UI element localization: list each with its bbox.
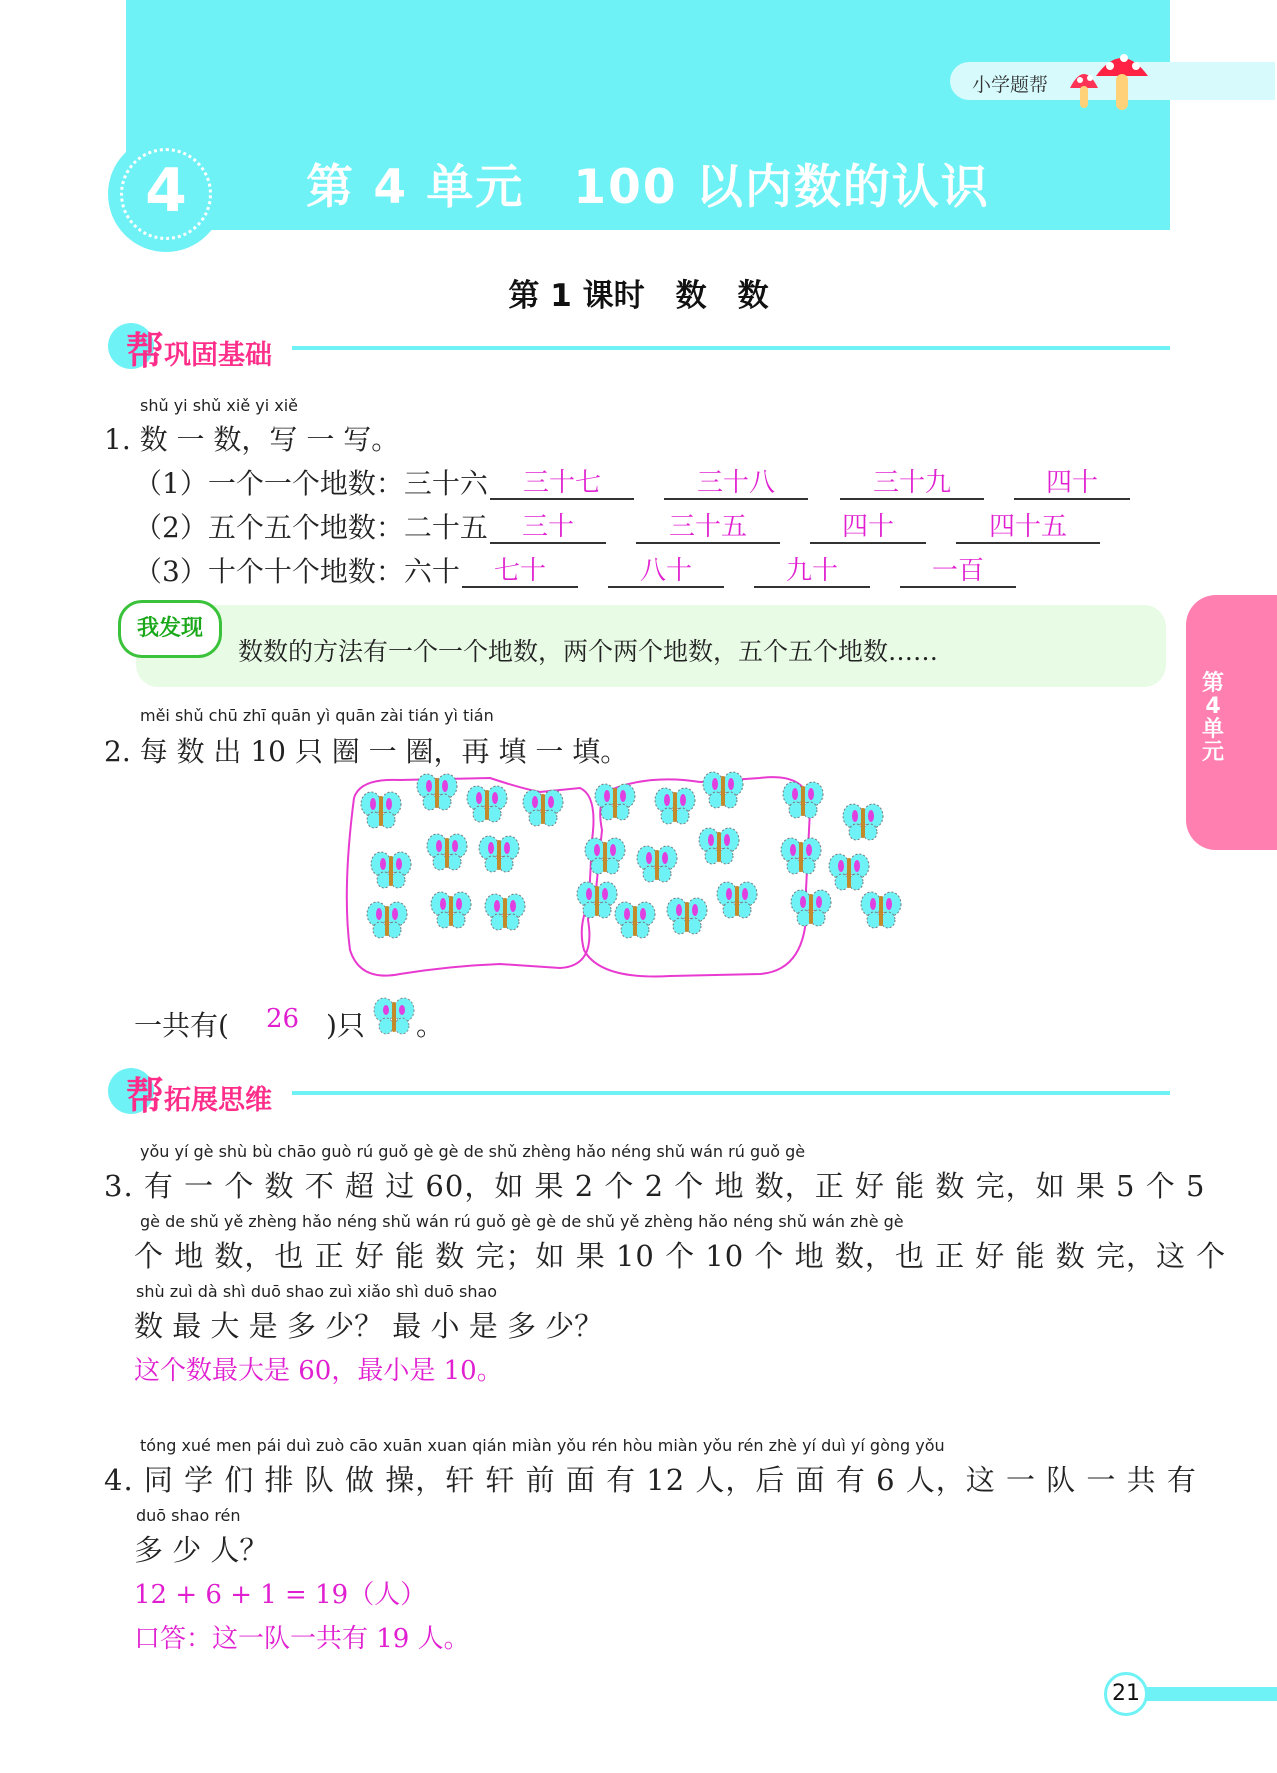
q3-answer: 这个数最大是 60，最小是 10。 [134,1356,503,1386]
q2-period: 。 [416,1009,445,1042]
q1-row2-blank3: 四十 [810,506,926,544]
q1-row3-blank2: 八十 [608,550,724,588]
q4-line-2: 多 少 人？ [134,1533,269,1567]
q2-total-suffix: )只 [326,1009,365,1042]
q1-row2-prompt: （2）五个五个地数：二十五 [134,511,488,544]
butterfly [791,890,831,926]
q1-row2-blank4: 四十五 [956,506,1100,544]
butterfly [595,784,635,820]
butterfly [829,854,869,890]
butterfly [367,902,407,938]
butterfly [783,782,823,818]
q1-row1-blank3: 三十九 [840,462,984,500]
unit-title: 第 4 单元 100 以内数的认识 [306,160,990,215]
butterfly [781,838,821,874]
q4-line-1: 4. 同 学 们 排 队 做 操，轩 轩 前 面 有 12 人，后 面 有 6 人，这 一 队 一 共 有 [104,1463,1197,1497]
mushroom-icon [1062,46,1152,116]
q3-line-1: 3. 有 一 个 数 不 超 过 60，如 果 2 个 2 个 地 数，正 好 能 数 完，如 果 5 个 5 [104,1169,1206,1203]
q1-pinyin: shǔ yi shǔ xiě yi xiě [140,396,299,415]
q1-row1-blank1: 三十七 [490,462,634,500]
q1-row3-blank4: 一百 [900,550,1016,588]
section-divider [292,346,1170,350]
butterfly [703,772,743,808]
page-number: 21 [1104,1672,1148,1716]
butterfly [427,834,467,870]
brand-label: 小学题帮 [972,74,1049,96]
q1-row2-blank2: 三十五 [636,506,780,544]
butterfly [637,846,677,882]
butterfly [523,790,563,826]
section-title-extend: 帮拓展思维 [126,1074,273,1118]
butterfly [371,852,411,888]
q1-row1-blank4: 四十 [1014,462,1130,500]
butterfly [843,804,883,840]
butterfly [861,892,901,928]
q2-text: 2. 每 数 出 10 只 圈 一 圈，再 填 一 填。 [104,735,629,768]
butterfly [615,902,655,938]
q4-answer-1: 12 + 6 + 1 = 19（人） [134,1580,427,1610]
butterfly [699,828,739,864]
q3-pinyin-2: gè de shǔ yě zhèng hǎo néng shǔ wán rú guǒ gè gè de shǔ yě zhèng hǎo néng shǔ wán zhè gè [140,1212,904,1231]
q2-total-answer: 26 [266,1004,300,1034]
butterfly [485,894,525,930]
q1-row1-blank2: 三十八 [664,462,808,500]
q1-text: 1. 数 一 数，写 一 写。 [104,423,400,456]
butterfly [577,882,617,918]
q3-pinyin-3: shù zuì dà shì duō shao zuì xiǎo shì duō shao [136,1282,498,1301]
butterfly [667,898,707,934]
section-title-basic: 帮巩固基础 [126,329,273,373]
section-divider [292,1091,1170,1095]
butterfly-figure [340,770,960,990]
discover-text: 数数的方法有一个一个地数，两个两个地数，五个五个地数…… [238,637,939,666]
q4-answer-2: 口答：这一队一共有 19 人。 [134,1624,470,1654]
discover-tag: 我发现 [118,600,222,658]
q3-line-3: 数 最 大 是 多 少？ 最 小 是 多 少？ [134,1309,604,1343]
butterfly [655,788,695,824]
q1-row3-blank1: 七十 [462,550,578,588]
q1-row3-blank3: 九十 [754,550,870,588]
q3-line-2: 个 地 数，也 正 好 能 数 完；如 果 10 个 10 个 地 数，也 正 好 能 数 完，这 个 [134,1239,1227,1273]
butterfly [479,836,519,872]
q2-total-prefix: 一共有( [134,1009,229,1042]
butterfly [717,882,757,918]
q1-row3-prompt: （3）十个十个地数：六十 [134,555,460,588]
q1-row2-blank1: 三十 [490,506,606,544]
side-tab-label: 第4单元 [1201,671,1224,765]
q1-row1-prompt: （1）一个一个地数：三十六 [134,467,488,500]
q2-pinyin: měi shǔ chū zhī quān yì quān zài tián yì tián [140,706,494,725]
butterfly [467,786,507,822]
unit-number: 4 [145,156,187,226]
butterfly [585,838,625,874]
page-bar [1130,1687,1277,1701]
q3-pinyin-1: yǒu yí gè shù bù chāo guò rú guǒ gè gè de shǔ zhèng hǎo néng shǔ wán rú guǒ gè [140,1142,806,1161]
butterfly [417,774,457,810]
butterfly [361,792,401,828]
butterfly [431,892,471,928]
q4-pinyin-2: duō shao rén [136,1506,241,1525]
butterfly-icon [372,994,416,1038]
lesson-title: 第 1 课时 数 数 [508,278,769,314]
q4-pinyin-1: tóng xué men pái duì zuò cāo xuān xuan qián miàn yǒu rén hòu miàn yǒu rén zhè yí duì yí gòng yǒu [140,1436,945,1455]
